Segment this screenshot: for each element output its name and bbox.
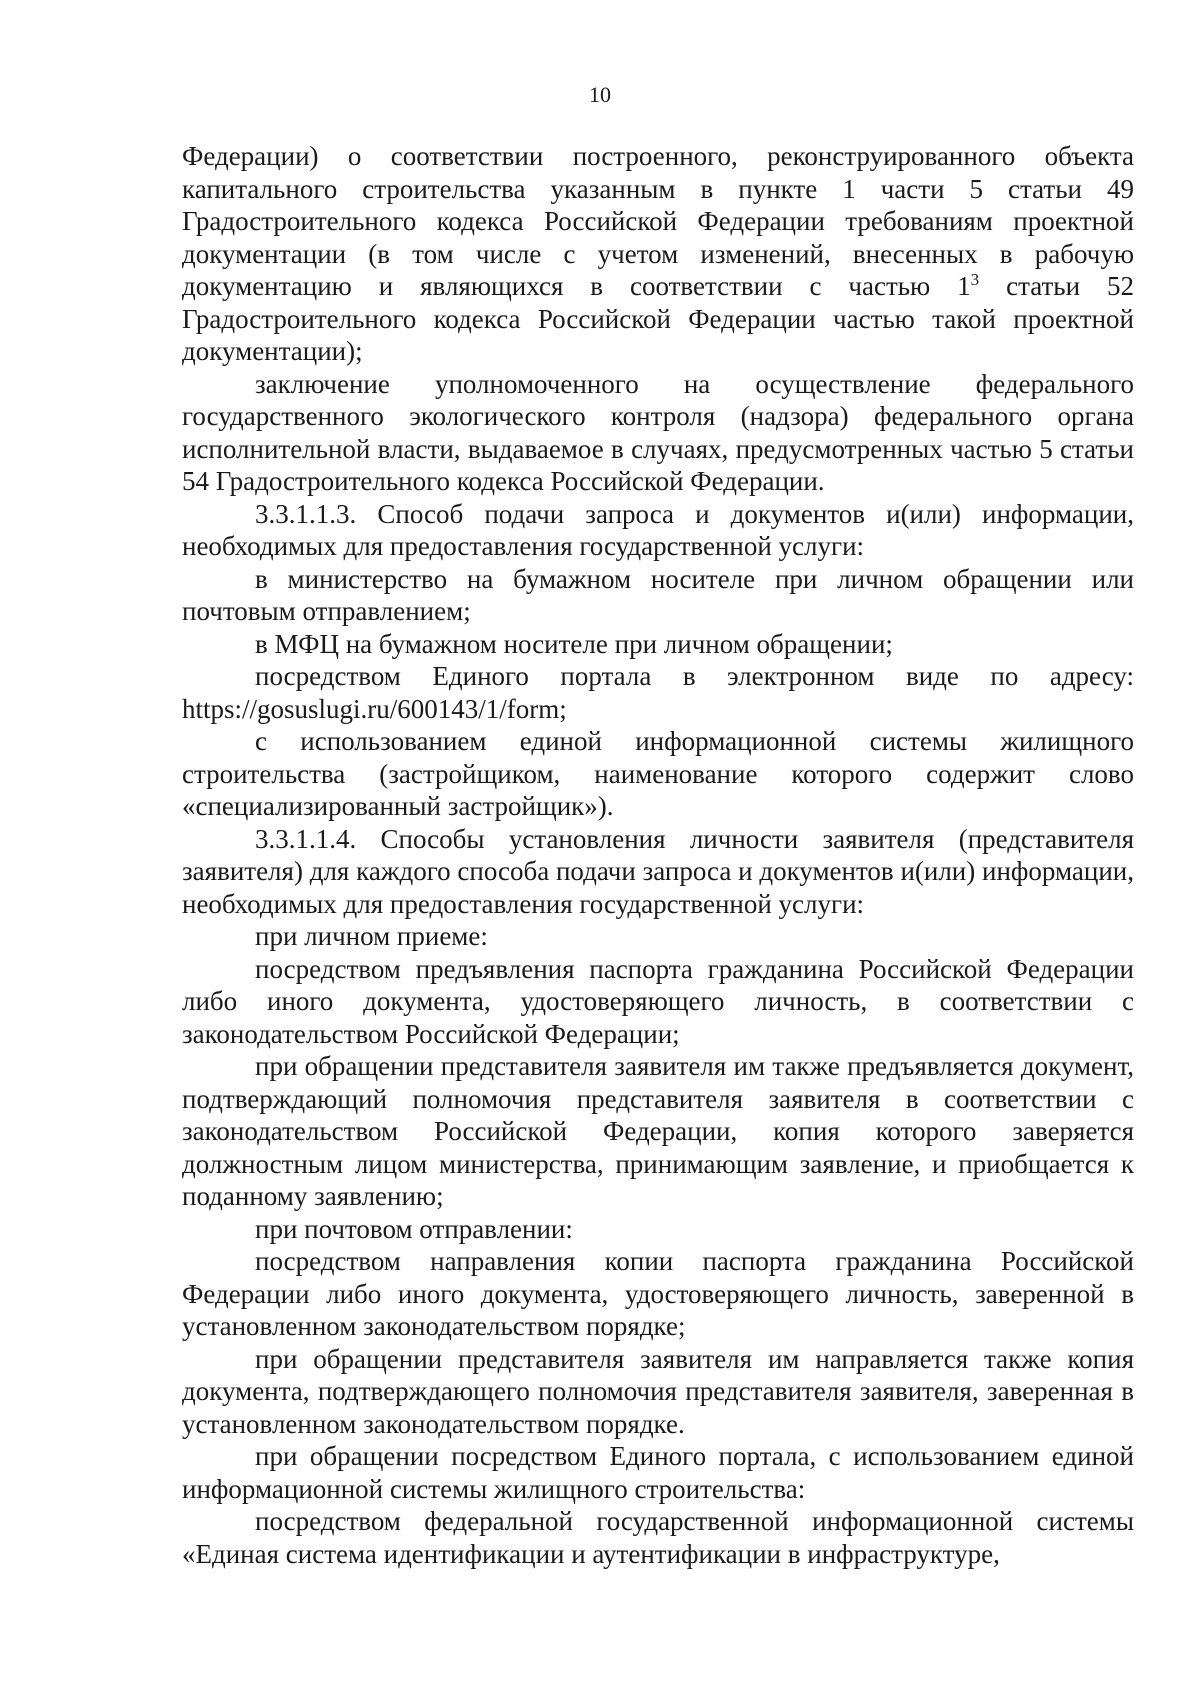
paragraph-11: при обращении представителя заявителя им также предъявляется документ, подтверждающий полномочия представителя заявителя в соответствии с законодательством Российской Федерации, копия которого заверяется должностным лицом министерства, принимающим заявление, и приобщается к поданному заявлению; [182,1051,1134,1211]
paragraph-3: 3.3.1.1.3. Способ подачи запроса и документов и(или) информации, необходимых для предоставления государственной услуги: [182,498,1134,561]
paragraph-1 [182,140,1134,368]
document-body [182,140,1134,1570]
paragraph-2: заключение уполномоченного на осуществление федерального государственного экологического контроля (надзора) федерального органа исполнительной власти, выдаваемое в случаях, предусмотренных частью 5 статьи 54 Градостроительного кодекса Российской Федерации. [182,368,1134,496]
page-number: 10 [589,82,611,107]
paragraph-text-continued: статьи 52 Градостроительного кодекса Российской Федерации частью такой проектной документации); [182,271,1134,366]
paragraph-6: посредством Единого портала в электронном виде по адресу: https://gosuslugi.ru/600143/1/form; [182,661,1134,724]
paragraph-7: с использованием единой информационной системы жилищного строительства (застройщиком, наименование которого содержит слово «специализированный застройщик»). [182,726,1134,821]
paragraph-8: 3.3.1.1.4. Способы установления личности заявителя (представителя заявителя) для каждого способа подачи запроса и документов и(или) информации, необходимых для предоставления государственной услуги: [182,823,1134,919]
paragraph-9: при личном приеме: [255,921,488,951]
superscript: 3 [970,270,980,289]
paragraph-10: посредством предъявления паспорта гражданина Российской Федерации либо иного документа, удостоверяющего личность, в соответствии с законодательством Российской Федерации; [182,953,1134,1049]
paragraph-16: посредством федеральной государственной информационной системы «Единая система идентификации и аутентификации в инфраструктуре, [182,1506,1134,1569]
paragraph-13: посредством направления копии паспорта гражданина Российской Федерации либо иного документа, удостоверяющего личность, заверенной в установленном законодательством порядке; [182,1246,1134,1341]
paragraph-4: в министерство на бумажном носителе при личном обращении или почтовым отправлением; [182,563,1134,626]
paragraph-5: в МФЦ на бумажном носителе при личном обращении; [255,628,893,659]
paragraph-12: при почтовом отправлении: [255,1213,573,1244]
paragraph-15: при обращении посредством Единого портала, с использованием единой информационной системы жилищного строительства: [182,1441,1134,1504]
paragraph-text: Федерации) о соответствии построенного, реконструированного объекта капитального строительства указанным в пункте 1 части 5 статьи 49 Градостроительного кодекса Российской Федерации требованиям проектной документации (в том числе с учетом изменений, внесенных в рабочую документацию и являющихся в соответствии с частью 1 [182,141,1134,301]
paragraph-14: при обращении представителя заявителя им направляется также копия документа, подтверждающего полномочия представителя заявителя, заверенная в установленном законодательством порядке. [182,1343,1134,1439]
